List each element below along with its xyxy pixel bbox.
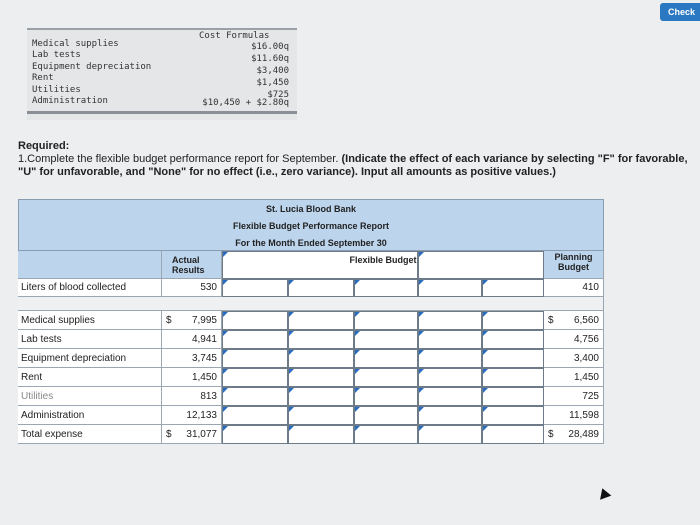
report-header bbox=[18, 199, 604, 251]
dollar-sign: $ bbox=[166, 428, 172, 440]
expense-planning bbox=[544, 425, 604, 444]
column-flexible-budget: Flexible Budget bbox=[349, 255, 417, 265]
expense-row-rent bbox=[18, 368, 604, 387]
column-header-row bbox=[18, 251, 604, 279]
expense-row-total bbox=[18, 425, 604, 444]
dollar-sign: $ bbox=[548, 314, 554, 326]
activity-variance-input[interactable] bbox=[418, 311, 482, 330]
expense-label: Equipment depreciation bbox=[18, 349, 162, 368]
cost-value-utilities: $725 bbox=[267, 90, 289, 100]
cost-label-administration: Administration bbox=[32, 96, 108, 106]
flexible-input[interactable] bbox=[222, 349, 288, 368]
expense-actual bbox=[162, 425, 222, 444]
check-button[interactable]: Check bbox=[660, 3, 700, 21]
column-actual-results: Actual Results bbox=[162, 251, 222, 279]
flexible-input[interactable] bbox=[222, 311, 288, 330]
activity-input-5[interactable] bbox=[482, 279, 544, 297]
expense-planning: 1,450 bbox=[544, 368, 604, 387]
variance-dropdown-2[interactable] bbox=[482, 406, 544, 425]
activity-input-1[interactable] bbox=[222, 279, 288, 297]
expense-label: Lab tests bbox=[18, 330, 162, 349]
expense-row-medical-supplies bbox=[18, 311, 604, 330]
expense-planning-value: 6,560 bbox=[573, 314, 599, 326]
required-text-plain: 1.Complete the flexible budget performance report for September. bbox=[18, 153, 342, 165]
variance-dropdown[interactable] bbox=[288, 387, 354, 406]
mouse-cursor-icon bbox=[597, 486, 612, 500]
flexible-input[interactable] bbox=[222, 387, 288, 406]
cost-label-equipment-depreciation: Equipment depreciation bbox=[32, 62, 152, 72]
expense-planning: 11,598 bbox=[544, 406, 604, 425]
dollar-sign: $ bbox=[166, 314, 172, 326]
cost-value-equipment-depreciation: $3,400 bbox=[256, 66, 289, 76]
flexible-input[interactable] bbox=[222, 368, 288, 387]
report-title: Flexible Budget Performance Report bbox=[232, 221, 390, 231]
flexible-budget-input[interactable] bbox=[354, 368, 418, 387]
divider bbox=[27, 111, 297, 114]
expense-row-administration bbox=[18, 406, 604, 425]
expense-planning: 3,400 bbox=[544, 349, 604, 368]
header-blank bbox=[18, 251, 162, 279]
variance-dropdown-2[interactable] bbox=[482, 349, 544, 368]
flexible-input[interactable] bbox=[222, 425, 288, 444]
cost-label-medical-supplies: Medical supplies bbox=[32, 39, 119, 49]
expense-actual: 813 bbox=[162, 387, 222, 406]
cost-value-rent: $1,450 bbox=[256, 78, 289, 88]
expense-actual: 12,133 bbox=[162, 406, 222, 425]
variance-dropdown[interactable] bbox=[288, 406, 354, 425]
activity-variance-input[interactable] bbox=[418, 368, 482, 387]
activity-variance-input[interactable] bbox=[418, 387, 482, 406]
variance-dropdown-2[interactable] bbox=[482, 425, 544, 444]
variance-dropdown-2[interactable] bbox=[482, 311, 544, 330]
flexible-budget-input[interactable] bbox=[354, 425, 418, 444]
expense-actual-value: 7,995 bbox=[191, 314, 217, 326]
expense-planning-value: 28,489 bbox=[568, 428, 599, 440]
dollar-sign: $ bbox=[548, 428, 554, 440]
spacer-row bbox=[18, 297, 604, 311]
activity-actual: 530 bbox=[162, 279, 222, 297]
expense-label: Medical supplies bbox=[18, 311, 162, 330]
expense-planning: 725 bbox=[544, 387, 604, 406]
flexible-input[interactable] bbox=[222, 406, 288, 425]
expense-actual: 1,450 bbox=[162, 368, 222, 387]
variance-dropdown-2[interactable] bbox=[482, 368, 544, 387]
performance-report bbox=[18, 199, 604, 447]
variance-dropdown[interactable] bbox=[288, 349, 354, 368]
flexible-budget-input[interactable] bbox=[354, 387, 418, 406]
expense-actual: 3,745 bbox=[162, 349, 222, 368]
variance-dropdown-2[interactable] bbox=[482, 330, 544, 349]
expense-row-equipment-depreciation bbox=[18, 349, 604, 368]
cost-label-utilities: Utilities bbox=[32, 85, 81, 95]
flexible-budget-input[interactable] bbox=[354, 349, 418, 368]
activity-input-2[interactable] bbox=[288, 279, 354, 297]
activity-variance-input[interactable] bbox=[418, 406, 482, 425]
variance-dropdown[interactable] bbox=[288, 311, 354, 330]
cost-label-lab-tests: Lab tests bbox=[32, 50, 81, 60]
expense-planning: 4,756 bbox=[544, 330, 604, 349]
expense-row-lab-tests bbox=[18, 330, 604, 349]
variance-dropdown[interactable] bbox=[288, 368, 354, 387]
cost-value-lab-tests: $11.60q bbox=[251, 54, 289, 64]
expense-label: Utilities bbox=[18, 387, 162, 406]
expense-label: Rent bbox=[18, 368, 162, 387]
variance-header-dropdown-2[interactable] bbox=[418, 251, 544, 279]
expense-label: Total expense bbox=[18, 425, 162, 444]
activity-row bbox=[18, 279, 604, 297]
required-title: Required: bbox=[18, 140, 70, 152]
divider bbox=[27, 28, 297, 30]
activity-variance-input[interactable] bbox=[418, 425, 482, 444]
expense-planning bbox=[544, 311, 604, 330]
cost-formulas-table bbox=[27, 28, 297, 120]
required-text bbox=[18, 153, 688, 179]
cost-value-medical-supplies: $16.00q bbox=[251, 42, 289, 52]
variance-dropdown[interactable] bbox=[288, 425, 354, 444]
variance-dropdown[interactable] bbox=[288, 330, 354, 349]
activity-variance-input[interactable] bbox=[418, 349, 482, 368]
expense-actual-value: 31,077 bbox=[186, 428, 217, 440]
activity-input-4[interactable] bbox=[418, 279, 482, 297]
flexible-budget-input[interactable] bbox=[354, 330, 418, 349]
instructions bbox=[18, 140, 688, 179]
cost-label-rent: Rent bbox=[32, 73, 54, 83]
activity-input-3[interactable] bbox=[354, 279, 418, 297]
variance-dropdown-2[interactable] bbox=[482, 387, 544, 406]
expense-row-utilities bbox=[18, 387, 604, 406]
activity-planning: 410 bbox=[544, 279, 604, 297]
flexible-budget-input[interactable] bbox=[354, 311, 418, 330]
expense-actual bbox=[162, 311, 222, 330]
expense-actual: 4,941 bbox=[162, 330, 222, 349]
spacer bbox=[18, 297, 604, 311]
report-company: St. Lucia Blood Bank bbox=[265, 204, 356, 214]
flexible-input[interactable] bbox=[222, 330, 288, 349]
expense-label: Administration bbox=[18, 406, 162, 425]
activity-variance-input[interactable] bbox=[418, 330, 482, 349]
report-period: For the Month Ended September 30 bbox=[235, 238, 387, 248]
cost-value-administration: $10,450 + $2.80q bbox=[202, 98, 289, 108]
column-planning-budget: Planning Budget bbox=[544, 251, 604, 279]
cost-formulas-header: Cost Formulas bbox=[199, 31, 270, 41]
flexible-budget-input[interactable] bbox=[354, 406, 418, 425]
activity-label: Liters of blood collected bbox=[18, 279, 162, 297]
required-text-bold: (Indicate the effect of each variance by selecting "F" for favorable, "U" for unfavorable, and "None" for no effect (i.e., zero variance). Input all amounts as positive values.) bbox=[18, 153, 688, 178]
